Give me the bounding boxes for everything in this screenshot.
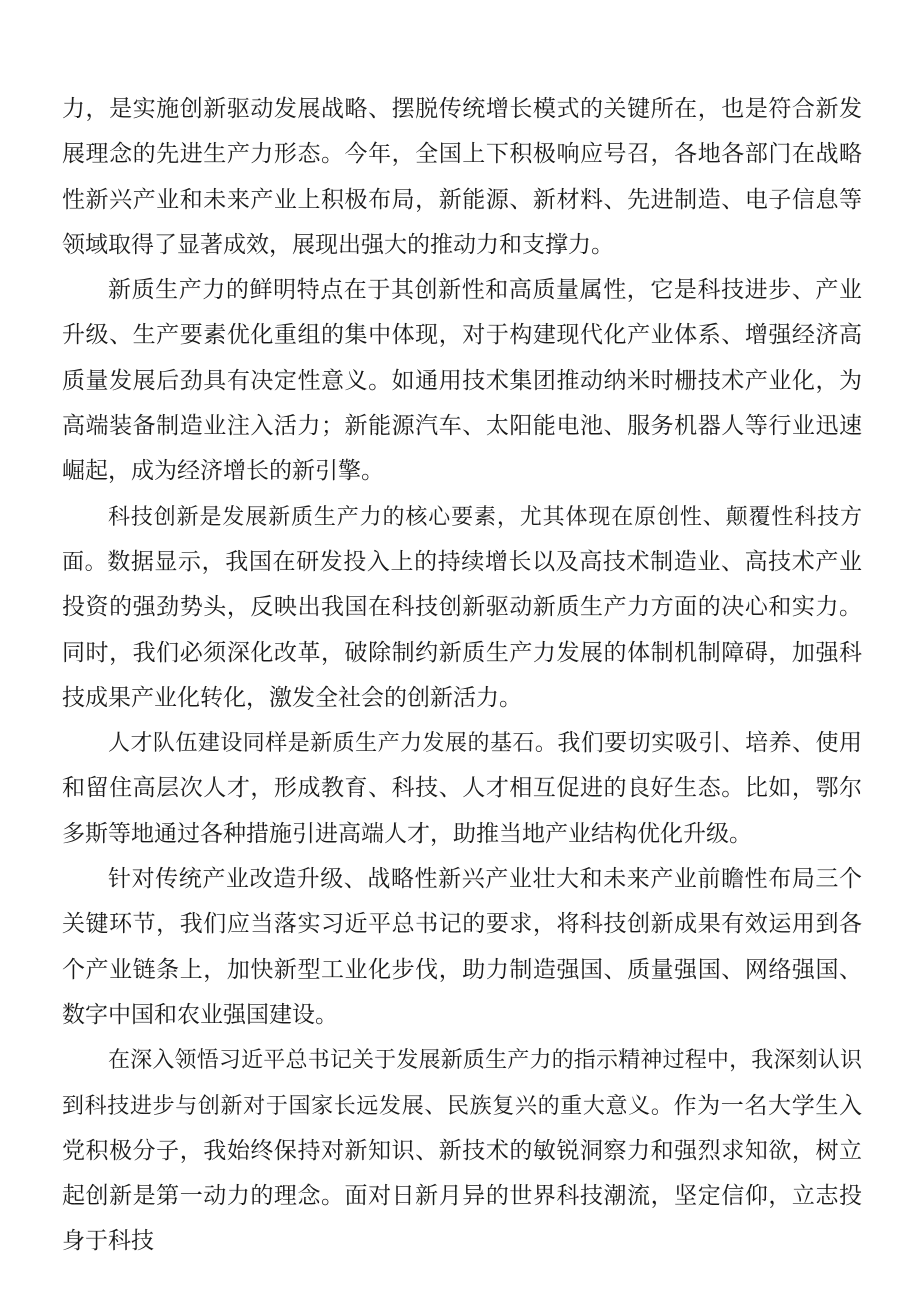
paragraph-6	[62, 1038, 862, 1264]
paragraph-2	[62, 268, 862, 494]
paragraph-text: 我们要切实吸引、培养、使用和留住高层次人才，形成教育、科技、人才相互促进的良好生态。比如，鄂尔多斯等地通过各种措施引进高端人才，助推当地产业结构优化升级。	[62, 730, 862, 847]
paragraph-text: 数据显示，我国在研发投入上的持续增长以及高技术制造业、高技术产业投资的强劲势头，反映出我国在科技创新驱动新质生产力方面的决心和实力。同时，我们必须深化改革，破除制约新质生产力发展的体制机制障碍，加强科技成果产业化转化，激发全社会的创新活力。	[62, 548, 862, 711]
paragraph-lead: 在深入领悟习近平总书记关于发展新质生产力的指示精神过程中，我深刻认识到科技进步与创新对于国家长远发展、民族复兴的重大意义。	[62, 1048, 862, 1119]
paragraph-lead: 人才队伍建设同样是新质生产力发展的基石。	[108, 731, 558, 757]
paragraph-text: 新质生产力的鲜明特点在于其创新性和高质量属性，它是科技进步、产业升级、生产要素优化重组的集中体现，对于构建现代化产业体系、增强经济高质量发展后劲具有决定性意义。如通用技术集团推动纳米时栅技术产业化，为高端装备制造业注入活力；新能源汽车、太阳能电池、服务机器人等行业迅速崛起，成为经济增长的新引擎。	[62, 277, 862, 485]
paragraph-text: 针对传统产业改造升级、战略性新兴产业壮大和未来产业前瞻性布局三个关键环节，我们应当落实习近平总书记的要求，将科技创新成果有效运用到各个产业链条上，加快新型工业化步伐，助力制造强国、质量强国、网络强国、数字中国和农业强国建设。	[62, 866, 862, 1028]
paragraph-3	[62, 495, 862, 721]
paragraph-lead: 科技创新是发展新质生产力的核心要素，尤其体现在原创性、颠覆性科技方面。	[62, 504, 862, 575]
paragraph-text: 力，是实施创新驱动发展战略、摆脱传统增长模式的关键所在，也是符合新发展理念的先进生产力形态。今年，全国上下积极响应号召，各地各部门在战略性新兴产业和未来产业上积极布局，新能源、新材料、先进制造、电子信息等领域取得了显著成效，展现出强大的推动力和支撑力。	[62, 96, 862, 258]
paragraph-5	[62, 857, 862, 1038]
document-body	[62, 87, 862, 1265]
paragraph-4	[62, 721, 862, 857]
paragraph-text: 作为一名大学生入党积极分子，我始终保持对新知识、新技术的敏锐洞察力和强烈求知欲，树立起创新是第一动力的理念。面对日新月异的世界科技潮流，坚定信仰，立志投身于科技	[62, 1092, 862, 1255]
paragraph-1	[62, 87, 862, 268]
